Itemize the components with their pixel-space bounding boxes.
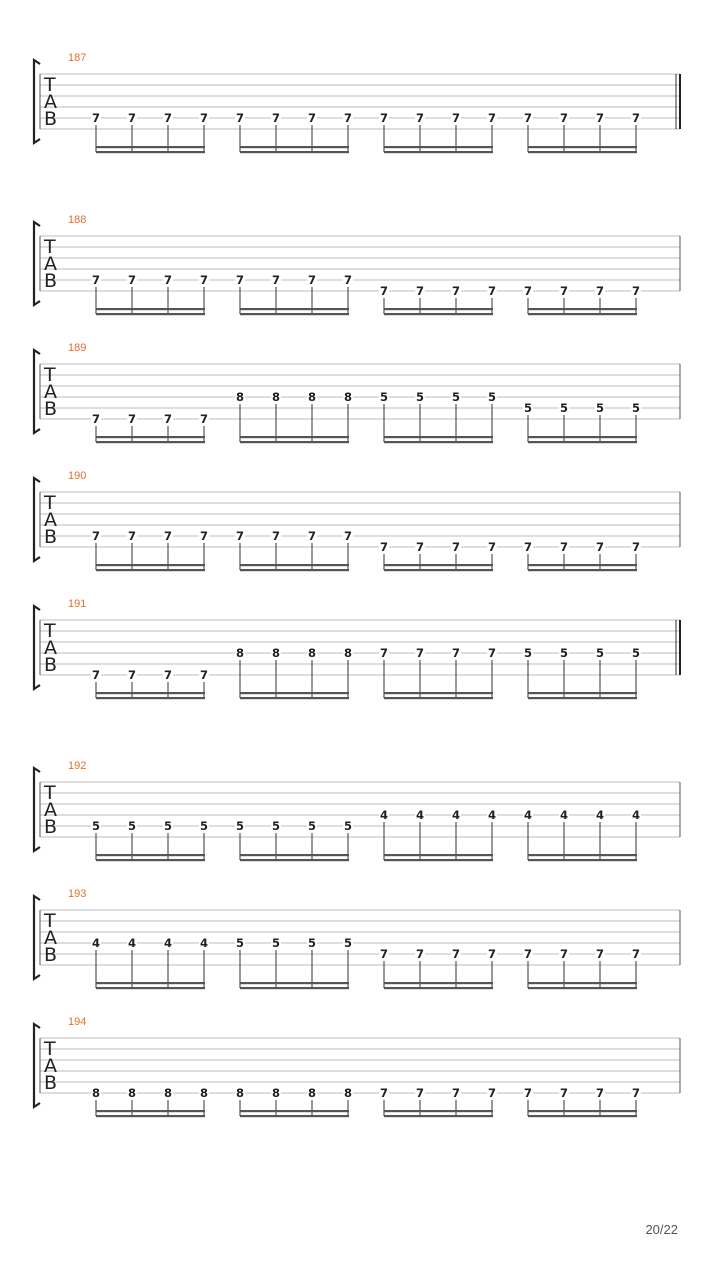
tab-clef-letter: A	[44, 381, 57, 403]
fret-number: 7	[487, 111, 497, 125]
fret-number: 7	[631, 284, 641, 298]
fret-number: 5	[235, 936, 245, 950]
tab-system	[34, 1016, 680, 1117]
fret-number: 7	[307, 529, 317, 543]
beam	[96, 692, 205, 694]
system-bracket	[34, 350, 40, 433]
fret-number: 5	[595, 646, 605, 660]
beam	[240, 1115, 349, 1117]
beam	[528, 697, 637, 699]
beam	[528, 151, 637, 153]
fret-number: 4	[163, 936, 173, 950]
page-number: 20/22	[645, 1222, 678, 1237]
beam	[96, 564, 205, 566]
beam	[96, 436, 205, 438]
fret-number: 8	[235, 646, 245, 660]
fret-number: 8	[343, 1086, 353, 1100]
beam	[96, 1115, 205, 1117]
fret-number: 7	[379, 540, 389, 554]
measure-number: 190	[68, 470, 87, 482]
beam	[384, 692, 493, 694]
beam	[528, 987, 637, 989]
fret-number: 5	[163, 819, 173, 833]
fret-number: 7	[199, 529, 209, 543]
fret-number: 7	[199, 111, 209, 125]
fret-number: 7	[127, 111, 137, 125]
fret-number: 5	[523, 646, 533, 660]
beam	[384, 1115, 493, 1117]
beam	[528, 982, 637, 984]
fret-number: 7	[451, 540, 461, 554]
beam	[96, 146, 205, 148]
fret-number: 5	[487, 390, 497, 404]
fret-number: 7	[451, 947, 461, 961]
system-bracket	[34, 606, 40, 689]
tab-clef-letter: T	[44, 236, 56, 258]
fret-number: 7	[163, 529, 173, 543]
fret-number: 7	[91, 273, 101, 287]
fret-number: 7	[415, 111, 425, 125]
fret-number: 8	[271, 390, 281, 404]
fret-number: 7	[163, 668, 173, 682]
fret-number: 4	[523, 808, 533, 822]
fret-number: 7	[559, 284, 569, 298]
fret-number: 7	[487, 947, 497, 961]
fret-number: 7	[415, 947, 425, 961]
fret-number: 7	[487, 540, 497, 554]
system-bracket	[34, 768, 40, 851]
fret-number: 7	[559, 1086, 569, 1100]
tab-clef-letter: B	[44, 526, 58, 548]
measure-number: 193	[68, 888, 87, 900]
fret-number: 7	[271, 529, 281, 543]
fret-number: 5	[559, 646, 569, 660]
fret-number: 7	[595, 540, 605, 554]
fret-number: 7	[235, 529, 245, 543]
fret-number: 5	[271, 936, 281, 950]
tab-clef-letter: T	[44, 1038, 56, 1060]
fret-number: 4	[91, 936, 101, 950]
beam	[384, 436, 493, 438]
fret-number: 7	[631, 540, 641, 554]
fret-number: 7	[559, 947, 569, 961]
fret-number: 7	[487, 1086, 497, 1100]
fret-number: 8	[271, 1086, 281, 1100]
fret-number: 7	[415, 646, 425, 660]
fret-number: 7	[415, 540, 425, 554]
fret-number: 5	[307, 936, 317, 950]
fret-number: 7	[91, 529, 101, 543]
fret-number: 7	[127, 529, 137, 543]
fret-number: 7	[631, 1086, 641, 1100]
beam	[528, 692, 637, 694]
fret-number: 5	[307, 819, 317, 833]
measure-number: 188	[68, 214, 87, 226]
beam	[96, 854, 205, 856]
system-bracket	[34, 1024, 40, 1107]
fret-number: 7	[307, 273, 317, 287]
tab-clef-letter: A	[44, 927, 57, 949]
fret-number: 7	[163, 111, 173, 125]
tab-system	[34, 888, 680, 989]
fret-number: 7	[379, 111, 389, 125]
fret-number: 7	[127, 412, 137, 426]
tab-clef-letter: T	[44, 782, 56, 804]
fret-number: 7	[523, 540, 533, 554]
beam	[384, 564, 493, 566]
beam	[528, 441, 637, 443]
measure-number: 187	[68, 52, 87, 64]
beam	[240, 313, 349, 315]
fret-number: 5	[595, 401, 605, 415]
fret-number: 5	[631, 646, 641, 660]
fret-number: 8	[235, 1086, 245, 1100]
measure-number: 194	[68, 1016, 87, 1028]
fret-number: 7	[271, 273, 281, 287]
tab-clef-letter: B	[44, 270, 58, 292]
beam	[96, 313, 205, 315]
fret-number: 8	[271, 646, 281, 660]
fret-number: 5	[91, 819, 101, 833]
fret-number: 7	[163, 412, 173, 426]
tab-clef-letter: A	[44, 637, 57, 659]
fret-number: 4	[379, 808, 389, 822]
fret-number: 7	[523, 1086, 533, 1100]
fret-number: 7	[487, 284, 497, 298]
fret-number: 4	[559, 808, 569, 822]
fret-number: 5	[415, 390, 425, 404]
fret-number: 4	[451, 808, 461, 822]
measure-number: 192	[68, 760, 87, 772]
fret-number: 7	[415, 1086, 425, 1100]
fret-number: 7	[127, 273, 137, 287]
system-bracket	[34, 222, 40, 305]
beam	[240, 697, 349, 699]
tab-clef-letter: A	[44, 253, 57, 275]
beam	[528, 859, 637, 861]
beam	[240, 151, 349, 153]
tab-system	[34, 342, 680, 443]
fret-number: 8	[199, 1086, 209, 1100]
fret-number: 7	[415, 284, 425, 298]
tab-clef-letter: B	[44, 1072, 58, 1094]
tab-clef-letter: T	[44, 620, 56, 642]
fret-number: 8	[127, 1086, 137, 1100]
tab-clef-letter: A	[44, 799, 57, 821]
fret-number: 8	[307, 390, 317, 404]
beam	[384, 854, 493, 856]
fret-number: 7	[595, 1086, 605, 1100]
fret-number: 7	[523, 111, 533, 125]
fret-number: 5	[127, 819, 137, 833]
fret-number: 7	[199, 668, 209, 682]
fret-number: 5	[271, 819, 281, 833]
beam	[528, 313, 637, 315]
beam	[240, 692, 349, 694]
beam	[240, 569, 349, 571]
fret-number: 5	[379, 390, 389, 404]
fret-number: 8	[163, 1086, 173, 1100]
fret-number: 7	[379, 947, 389, 961]
fret-number: 7	[379, 646, 389, 660]
beam	[528, 564, 637, 566]
fret-number: 7	[235, 111, 245, 125]
measure-number: 191	[68, 598, 87, 610]
fret-number: 7	[523, 947, 533, 961]
fret-number: 5	[631, 401, 641, 415]
beam	[384, 313, 493, 315]
system-bracket	[34, 478, 40, 561]
beam	[528, 146, 637, 148]
fret-number: 7	[559, 111, 569, 125]
measure-number: 189	[68, 342, 87, 354]
tab-clef-letter: B	[44, 816, 58, 838]
beam	[384, 1110, 493, 1112]
fret-number: 7	[235, 273, 245, 287]
fret-number: 8	[235, 390, 245, 404]
beam	[528, 1115, 637, 1117]
fret-number: 7	[343, 273, 353, 287]
fret-number: 5	[343, 819, 353, 833]
beam	[240, 1110, 349, 1112]
fret-number: 5	[235, 819, 245, 833]
fret-number: 4	[631, 808, 641, 822]
tab-clef-letter: B	[44, 398, 58, 420]
fret-number: 7	[595, 111, 605, 125]
system-bracket	[34, 896, 40, 979]
fret-number: 7	[199, 412, 209, 426]
beam	[384, 441, 493, 443]
fret-number: 4	[595, 808, 605, 822]
fret-number: 8	[307, 646, 317, 660]
beam	[384, 982, 493, 984]
fret-number: 7	[451, 111, 461, 125]
tab-clef-letter: T	[44, 910, 56, 932]
beam	[96, 1110, 205, 1112]
beam	[240, 859, 349, 861]
fret-number: 7	[91, 111, 101, 125]
tab-system	[34, 470, 680, 571]
beam	[528, 308, 637, 310]
beam	[384, 859, 493, 861]
fret-number: 5	[523, 401, 533, 415]
fret-number: 4	[199, 936, 209, 950]
fret-number: 8	[307, 1086, 317, 1100]
fret-number: 7	[343, 111, 353, 125]
beam	[240, 146, 349, 148]
beam	[96, 982, 205, 984]
tab-clef-letter: B	[44, 654, 58, 676]
tab-clef-letter: A	[44, 1055, 57, 1077]
beam	[96, 569, 205, 571]
fret-number: 5	[451, 390, 461, 404]
beam	[96, 697, 205, 699]
fret-number: 7	[559, 540, 569, 554]
fret-number: 8	[343, 390, 353, 404]
tab-system	[34, 598, 680, 699]
fret-number: 7	[451, 284, 461, 298]
fret-number: 8	[343, 646, 353, 660]
fret-number: 5	[343, 936, 353, 950]
fret-number: 5	[559, 401, 569, 415]
beam	[240, 987, 349, 989]
beam	[384, 697, 493, 699]
fret-number: 7	[91, 668, 101, 682]
beam	[240, 982, 349, 984]
beam	[384, 987, 493, 989]
fret-number: 4	[127, 936, 137, 950]
fret-number: 7	[163, 273, 173, 287]
fret-number: 7	[451, 1086, 461, 1100]
beam	[240, 854, 349, 856]
fret-number: 4	[415, 808, 425, 822]
fret-number: 7	[91, 412, 101, 426]
tab-clef-letter: T	[44, 364, 56, 386]
beam	[384, 151, 493, 153]
fret-number: 7	[595, 947, 605, 961]
fret-number: 7	[271, 111, 281, 125]
beam	[96, 859, 205, 861]
fret-number: 7	[199, 273, 209, 287]
beam	[240, 308, 349, 310]
beam	[528, 1110, 637, 1112]
beam	[96, 441, 205, 443]
fret-number: 7	[379, 284, 389, 298]
system-bracket	[34, 60, 40, 143]
tab-system	[34, 760, 680, 861]
fret-number: 8	[91, 1086, 101, 1100]
fret-number: 7	[379, 1086, 389, 1100]
beam	[96, 151, 205, 153]
tab-clef-letter: T	[44, 74, 56, 96]
beam	[384, 569, 493, 571]
fret-number: 7	[595, 284, 605, 298]
beam	[240, 564, 349, 566]
fret-number: 7	[631, 111, 641, 125]
fret-number: 7	[343, 529, 353, 543]
tab-clef-letter: B	[44, 944, 58, 966]
tab-system	[34, 214, 680, 315]
fret-number: 7	[487, 646, 497, 660]
beam	[528, 436, 637, 438]
beam	[240, 436, 349, 438]
fret-number: 4	[487, 808, 497, 822]
beam	[384, 146, 493, 148]
tab-clef-letter: A	[44, 509, 57, 531]
fret-number: 7	[307, 111, 317, 125]
fret-number: 7	[523, 284, 533, 298]
fret-number: 7	[631, 947, 641, 961]
tab-system	[34, 52, 680, 153]
beam	[528, 854, 637, 856]
fret-number: 5	[199, 819, 209, 833]
beam	[240, 441, 349, 443]
beam	[96, 308, 205, 310]
beam	[528, 569, 637, 571]
fret-number: 7	[451, 646, 461, 660]
tab-clef-letter: A	[44, 91, 57, 113]
beam	[384, 308, 493, 310]
tab-clef-letter: T	[44, 492, 56, 514]
beam	[96, 987, 205, 989]
tab-clef-letter: B	[44, 108, 58, 130]
fret-number: 7	[127, 668, 137, 682]
